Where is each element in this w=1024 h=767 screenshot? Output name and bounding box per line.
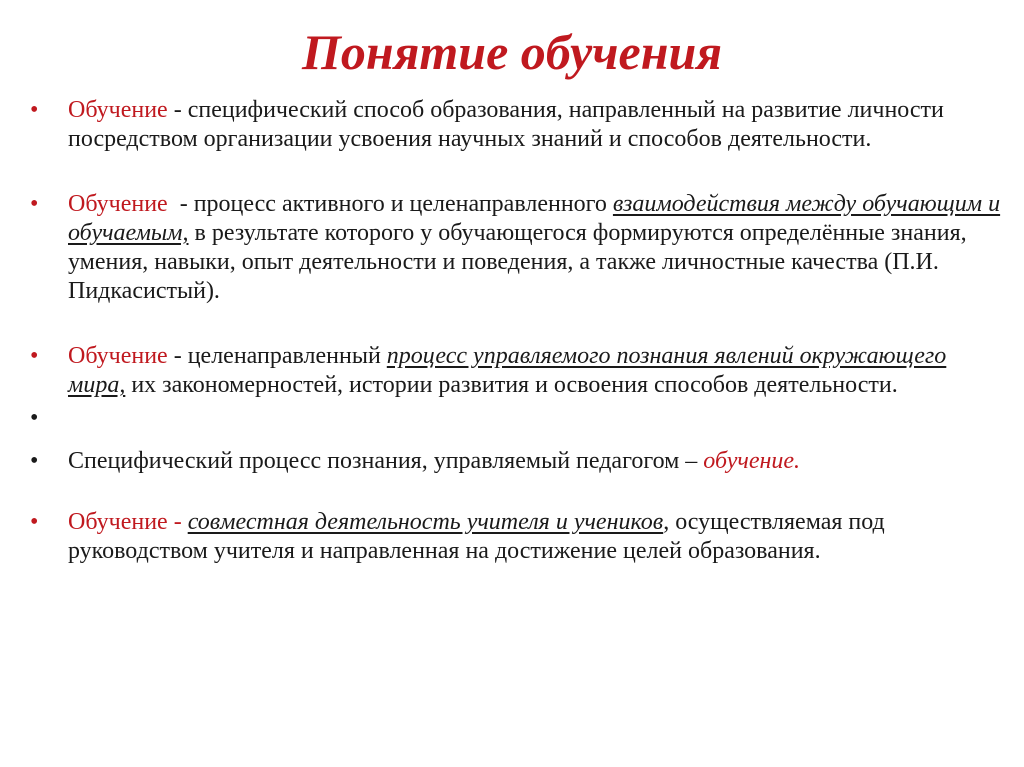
bullet: • — [30, 97, 39, 123]
term-dash: - — [167, 509, 188, 535]
definition-item-3 — [30, 342, 1005, 400]
highlight-term: обучение. — [703, 448, 801, 474]
definition-text: - специфический способ образования, направленный на развитие личности посредством организации усвоения научных знаний и способов деятельности. — [68, 97, 944, 152]
definition-text: - процесс активного и целенаправленного — [167, 191, 613, 217]
bullet: • — [30, 509, 39, 535]
definition-text: Специфический процесс познания, управляемый педагогом – — [68, 448, 704, 474]
term: Обучение — [68, 191, 168, 217]
empty-item — [30, 404, 1005, 433]
definition-text: - целенаправленный — [167, 343, 387, 369]
bullet: • — [30, 448, 39, 474]
definition-text: их закономерностей, истории развития и освоения способов деятельности. — [125, 372, 898, 398]
definition-text: в результате которого у обучающегося формируются определённые знания, умения, навыки, опыт деятельности и поведения, а также личностные качества (П.И. Пидкасистый). — [68, 220, 967, 304]
emphasis-text: совместная деятельность учителя и учеников — [187, 509, 664, 535]
definition-item-4 — [30, 447, 1005, 476]
term: Обучение — [68, 343, 168, 369]
definitions-list — [30, 96, 1005, 566]
slide-title: Понятие обучения — [301, 24, 723, 80]
definition-item-1 — [30, 96, 1005, 154]
bullet: • — [30, 343, 39, 369]
emphasis-text: взаимодействия между обучающим и обучаемым, — [68, 191, 1001, 246]
term: Обучение — [68, 97, 168, 123]
bullet: • — [30, 405, 39, 431]
emphasis-text: процесс управляемого познания явлений окружающего мира, — [68, 343, 947, 398]
definition-text: , осуществляемая под руководством учителя и направленная на достижение целей образования. — [68, 509, 885, 564]
term: Обучение — [68, 509, 168, 535]
bullet: • — [30, 191, 39, 217]
definition-item-2 — [30, 190, 1005, 306]
definition-item-5 — [30, 508, 1005, 566]
